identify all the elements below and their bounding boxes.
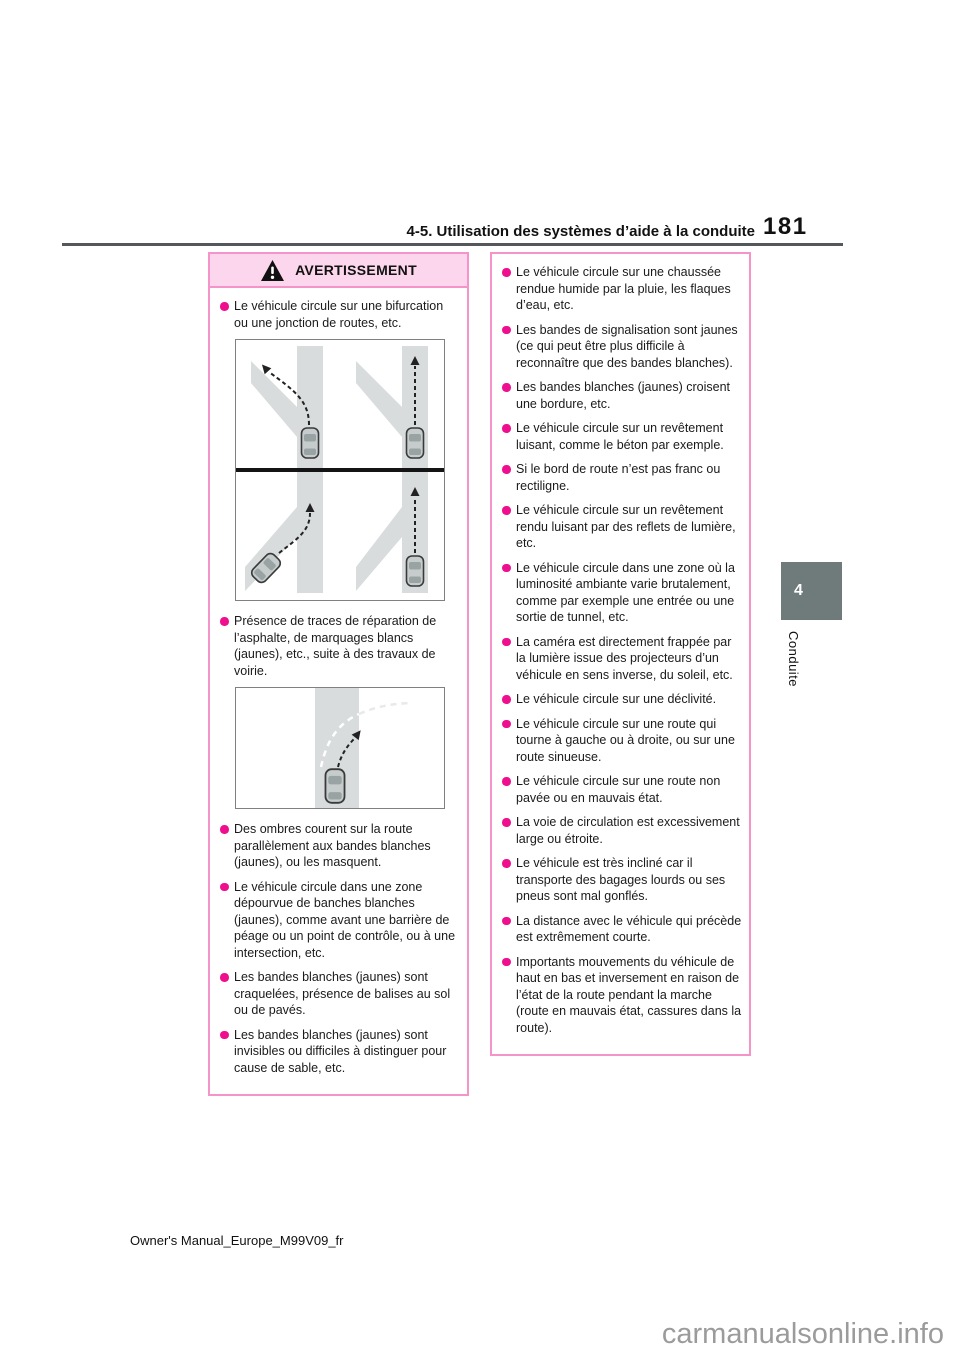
section-title: 4-5. Utilisation des systèmes d’aide à la conduite xyxy=(406,223,755,240)
list-item-text: Le véhicule circule dans une zone dépourvue de banches blanches (jaunes), comme avant une barrière de péage ou un point de contrôle, ou à une intersection, etc. xyxy=(234,879,456,960)
list-item-text: Importants mouvements du véhicule de haut en bas et inversement en raison de l’état de la route pendant la marche (route en mauvais état, cassures dans la route). xyxy=(516,954,742,1035)
list-item-text: Le véhicule est très incliné car il transporte des bagages lourds ou ses pneus sont mal gonflés. xyxy=(516,856,726,903)
footer-document-id: Owner's Manual_Europe_M99V09_fr xyxy=(130,1233,344,1248)
bullet-icon xyxy=(502,818,511,827)
list-item xyxy=(502,461,742,494)
page-number: 181 xyxy=(763,213,808,240)
warning-body-right xyxy=(492,254,749,1054)
list-item-text: Le véhicule circule sur un revêtement rendu luisant par des reflets de lumière, etc. xyxy=(516,503,736,550)
bullet-icon xyxy=(502,958,511,967)
bullet-icon xyxy=(502,383,511,392)
list-item xyxy=(502,855,742,905)
list-item-text: Les bandes blanches (jaunes) sont craquelées, présence de balises au sol ou de pavés. xyxy=(234,970,451,1017)
list-item-text: Le véhicule circule sur une déclivité. xyxy=(516,692,717,706)
list-item xyxy=(502,954,742,1037)
car-icon xyxy=(325,769,344,803)
bullet-icon xyxy=(502,917,511,926)
bullet-icon xyxy=(502,506,511,515)
list-item xyxy=(502,634,742,684)
list-item-text: Le véhicule circule sur une route non pavée ou en mauvais état. xyxy=(516,774,721,805)
list-item-text: Les bandes blanches (jaunes) croisent une bordure, etc. xyxy=(516,380,731,411)
warning-header xyxy=(210,254,467,288)
list-item xyxy=(502,716,742,766)
list-item-text: Le véhicule circule sur un revêtement luisant, comme le béton par exemple. xyxy=(516,421,724,452)
bullet-icon xyxy=(502,695,511,704)
list-item-text: Des ombres courent sur la route parallèlement aux bandes blanches (jaunes), ou les masquent. xyxy=(234,822,431,869)
list-item-text: La caméra est directement frappée par la lumière issue des projecteurs d’un véhicule en sens inverse, du soleil, etc. xyxy=(516,634,733,682)
list-item-text: Présence de traces de réparation de l’asphalte, de marquages blancs (jaunes), etc., suite à des travaux de voirie. xyxy=(234,614,437,678)
bullet-icon xyxy=(502,268,511,277)
list-item xyxy=(220,821,460,871)
header-divider xyxy=(62,243,843,246)
list-item xyxy=(220,1027,460,1077)
list-item xyxy=(502,322,742,372)
list-item xyxy=(502,420,742,453)
list-item xyxy=(502,379,742,412)
list-item xyxy=(220,613,460,679)
chapter-tab xyxy=(781,562,842,620)
warning-body-left xyxy=(210,288,467,1094)
list-item-text: Le véhicule circule sur une chaussée rendue humide par la pluie, les flaques d’eau, etc. xyxy=(516,265,731,312)
list-item-text: La distance avec le véhicule qui précède est extrêmement courte. xyxy=(516,913,742,944)
bullet-icon xyxy=(502,465,511,474)
list-item-text: Le véhicule circule dans une zone où la luminosité ambiante varie brutalement, comme par exemple une entrée ou une sortie de tunnel, etc. xyxy=(516,560,735,624)
list-item xyxy=(502,691,742,708)
bullet-icon xyxy=(502,859,511,868)
bullet-icon xyxy=(220,973,229,982)
warning-title: AVERTISSEMENT xyxy=(295,262,417,278)
chapter-number: 4 xyxy=(794,582,803,599)
list-item-text: La voie de circulation est excessivement large ou étroite. xyxy=(516,815,740,846)
list-item xyxy=(502,814,742,847)
warning-box-left xyxy=(208,252,469,1096)
bullet-icon xyxy=(502,424,511,433)
bullet-icon xyxy=(220,1031,229,1040)
warning-box-right xyxy=(490,252,751,1056)
list-item-text: Les bandes de signalisation sont jaunes (ce qui peut être plus difficile à reconnaître que des bandes blanches). xyxy=(516,322,738,370)
bullet-icon xyxy=(220,617,229,626)
road-fork-junction-illustration xyxy=(235,339,445,601)
watermark: carmanualsonline.info xyxy=(661,1318,944,1350)
figure-road-fork-junction xyxy=(235,339,445,601)
bullet-icon xyxy=(502,638,511,647)
list-item-text: Le véhicule circule sur une route qui tourne à gauche ou à droite, ou sur une route sinueuse. xyxy=(516,716,735,764)
list-item xyxy=(502,264,742,314)
warning-triangle-icon xyxy=(260,259,285,282)
list-item xyxy=(502,502,742,552)
car-icon xyxy=(407,428,424,458)
list-item xyxy=(220,879,460,962)
bullet-icon xyxy=(502,720,511,729)
bullet-icon xyxy=(502,564,511,573)
list-item xyxy=(502,560,742,626)
car-icon xyxy=(302,428,319,458)
bullet-icon xyxy=(220,302,229,311)
list-item-text: Les bandes blanches (jaunes) sont invisibles ou difficiles à distinguer pour cause de sable, etc. xyxy=(234,1027,447,1075)
bullet-icon xyxy=(502,326,511,335)
list-item xyxy=(502,913,742,946)
list-item xyxy=(220,298,460,331)
car-icon xyxy=(407,556,424,586)
lane-marking-curve-illustration xyxy=(235,687,445,809)
bullet-icon xyxy=(220,825,229,834)
bullet-icon xyxy=(220,883,229,892)
list-item-text: Si le bord de route n’est pas franc ou rectiligne. xyxy=(516,462,721,493)
list-item xyxy=(220,969,460,1019)
list-item-text: Le véhicule circule sur une bifurcation ou une jonction de routes, etc. xyxy=(234,299,444,330)
chapter-label: Conduite xyxy=(786,631,801,688)
figure-lane-marking-curve xyxy=(235,687,445,809)
list-item xyxy=(502,773,742,806)
bullet-icon xyxy=(502,777,511,786)
